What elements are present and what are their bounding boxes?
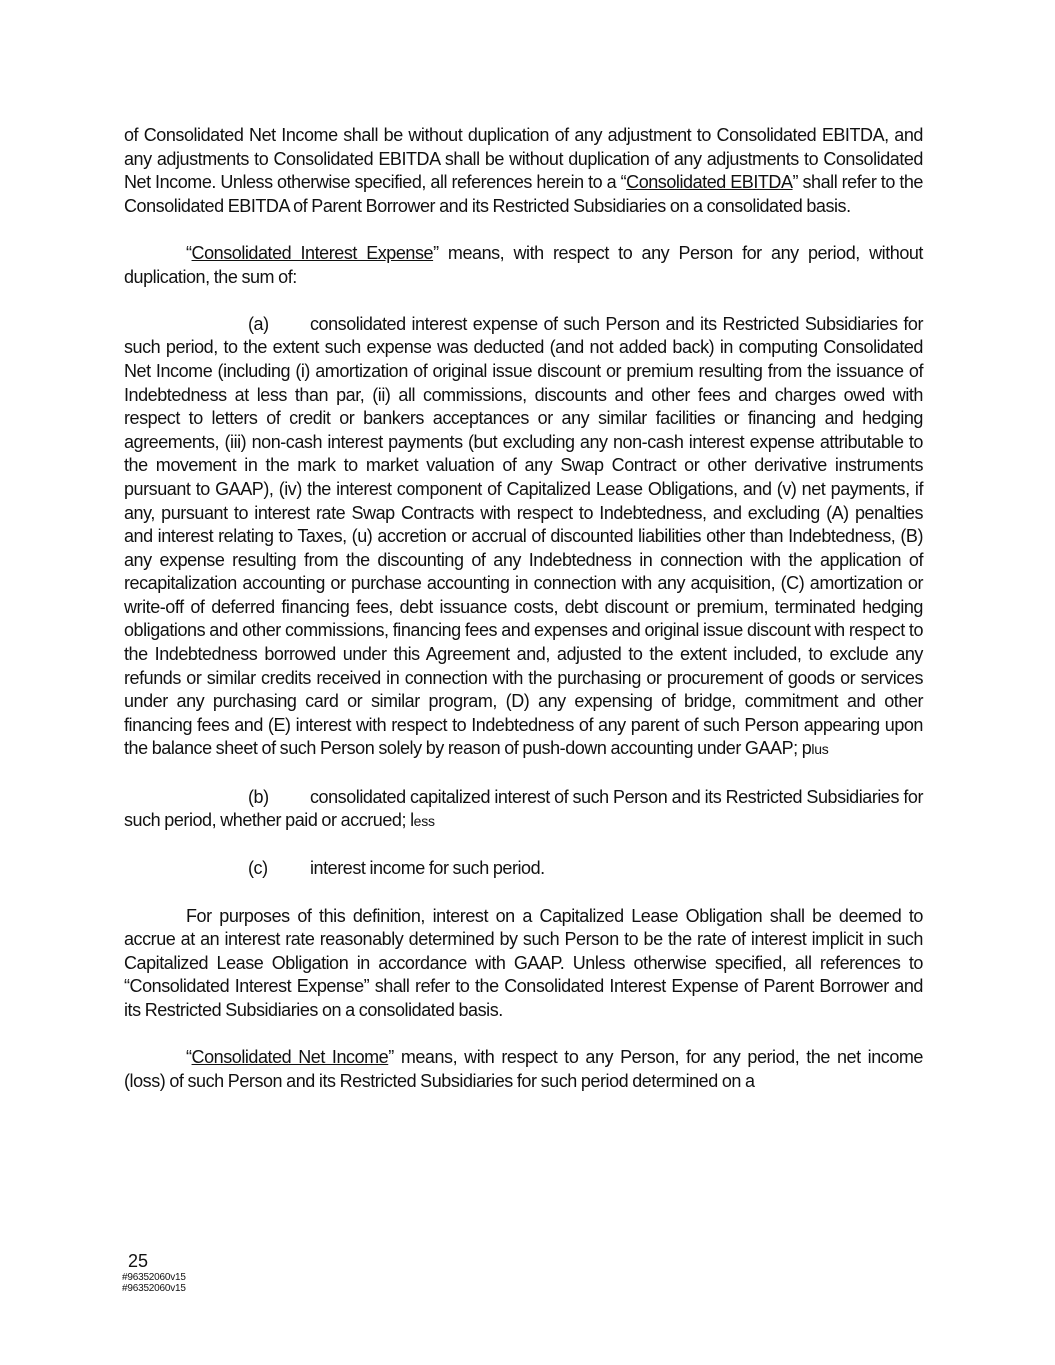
clause-a-label: (a) [248, 313, 269, 334]
document-id: #96352060v15 [122, 1272, 186, 1283]
document-id: #96352060v15 [122, 1283, 186, 1294]
clause-b-text: consolidated capitalized interest of such Person and its Restricted Subsidiaries for such period, whether paid or accrued; [124, 786, 923, 831]
clause-a-text: consolidated interest expense of such Person and its Restricted Subsidiaries for such period, to the extent such expense was deducted (and not added back) in computing Consolidated Net Income (including (i) amortization of original issue discount or premium resulting from the issuance of Indebtedness at less than par, (ii) all commissions, discounts and other fees and charges owed with respect to letters of credit or bankers acceptances or any similar facilities or financing and hedging agreements, (iii) non-cash interest payments (but excluding any non-cash interest expense attributable to the movement in the mark to market valuation of any Swap Contract or other derivative instruments pursuant to GAAP), (iv) the interest component of Capitalized Lease Obligations, and (v) net payments, if any, pursuant to interest rate Swap Contracts with respect to Indebtedness, and excluding (A) penalties and interest relating to Taxes, (u) accretion or accrual of discounted liabilities other than Indebtedness, (B) any expense resulting from the discounting of any Indebtedness in connection with the application of recapitalization accounting or purchase accounting in connection with any acquisition, (C) amortization or write-off of deferred financing fees, debt issuance costs, debt discount or premium, terminated hedging obligations and other commissions, financing fees and expenses and original issue discount with respect to the Indebtedness borrowed under this Agreement and, adjusted to the extent included, to exclude any refunds or similar credits received in connection with the purchasing or procurement of goods or services under any purchasing card or similar program, (D) any expensing of bridge, commitment and other financing fees and (E) interest with respect to Indebtedness of any parent of such Person appearing upon the balance sheet of such Person solely by reason of push-down accounting under GAAP; [124, 313, 923, 759]
clause-a: (a) consolidated interest expense of such Person and its Restricted Subsidiaries for such period, to the extent such expense was deducted (and not added back) in computing Consolidated Net Income (including (i) amortization of original issue discount or premium resulting from the issuance of Indebtedness at less than par, (ii) all commissions, discounts and other fees and charges owed with respect to letters of credit or bankers acceptances or any similar facilities or financing and hedging agreements, (iii) non-cash interest payments (but excluding any non-cash interest expense attributable to the movement in the mark to market valuation of any Swap Contract or other derivative instruments pursuant to GAAP), (iv) the interest component of Capitalized Lease Obligations, and (v) net payments, if any, pursuant to interest rate Swap Contracts with respect to Indebtedness, and excluding (A) penalties and interest relating to Taxes, (u) accretion or accrual of discounted liabilities other than Indebtedness, (B) any expense resulting from the discounting of any Indebtedness in connection with the application of recapitalization accounting or purchase accounting in connection with any acquisition, (C) amortization or write-off of deferred financing fees, debt issuance costs, debt discount or premium, terminated hedging obligations and other commissions, financing fees and expenses and original issue discount with respect to the Indebtedness borrowed under this Agreement and, adjusted to the extent included, to exclude any refunds or similar credits received in connection with the purchasing or procurement of goods or services under any purchasing card or similar program, (D) any expensing of bridge, commitment and other financing fees and (E) interest with respect to Indebtedness of any parent of such Person appearing upon the balance sheet of such Person solely by reason of push-down accounting under GAAP; plus [124, 313, 923, 759]
clause-c [124, 857, 923, 881]
clause-c-text: interest income for such period. [310, 858, 545, 879]
paragraph-consolidated-net-income: “Consolidated Net Income” means, with respect to any Person, for any period, the net income (loss) of such Person and its Restricted Subsidiaries for such period determined on a [124, 1047, 923, 1091]
page-body [124, 124, 923, 1117]
clause-b-label: (b) [248, 786, 269, 807]
paragraph-consolidated-interest-expense: “Consolidated Interest Expense” means, with respect to any Person for any period, without duplication, the sum of: [124, 242, 923, 287]
page-number: 25 [128, 1251, 149, 1271]
clause-b: (b) consolidated capitalized interest of such Person and its Restricted Subsidiaries for such period, whether paid or accrued; less [124, 786, 923, 831]
clause-c-label: (c) [248, 858, 268, 879]
defined-term-consolidated-ebitda: Consolidated EBITDA [626, 172, 793, 193]
defined-term-consolidated-interest-expense: Consolidated Interest Expense [191, 242, 434, 263]
paragraph-ebitda-continuation: of Consolidated Net Income shall be without duplication of any adjustment to Consolidated EBITDA, and any adjustments to Consolidated EBITDA shall be without duplication of any adjustments to Consolidated Net Income. Unless otherwise specified, all references herein to a “Consolidated EBITDA” shall refer to the Consolidated EBITDA of Parent Borrower and its Restricted Subsidiaries on a consolidated basis. [124, 125, 923, 216]
page-footer [122, 1252, 186, 1294]
defined-term-consolidated-net-income: Consolidated Net Income [191, 1047, 389, 1068]
paragraph-purposes-of-definition: For purposes of this definition, interest on a Capitalized Lease Obligation shall be deemed to accrue at an interest rate reasonably determined by such Person to be the rate of interest implicit in such Capitalized Lease Obligation in accordance with GAAP. Unless otherwise specified, all references to “Consolidated Interest Expense” shall refer to the Consolidated Interest Expense of Parent Borrower and its Restricted Subsidiaries on a consolidated basis. [124, 905, 923, 1020]
